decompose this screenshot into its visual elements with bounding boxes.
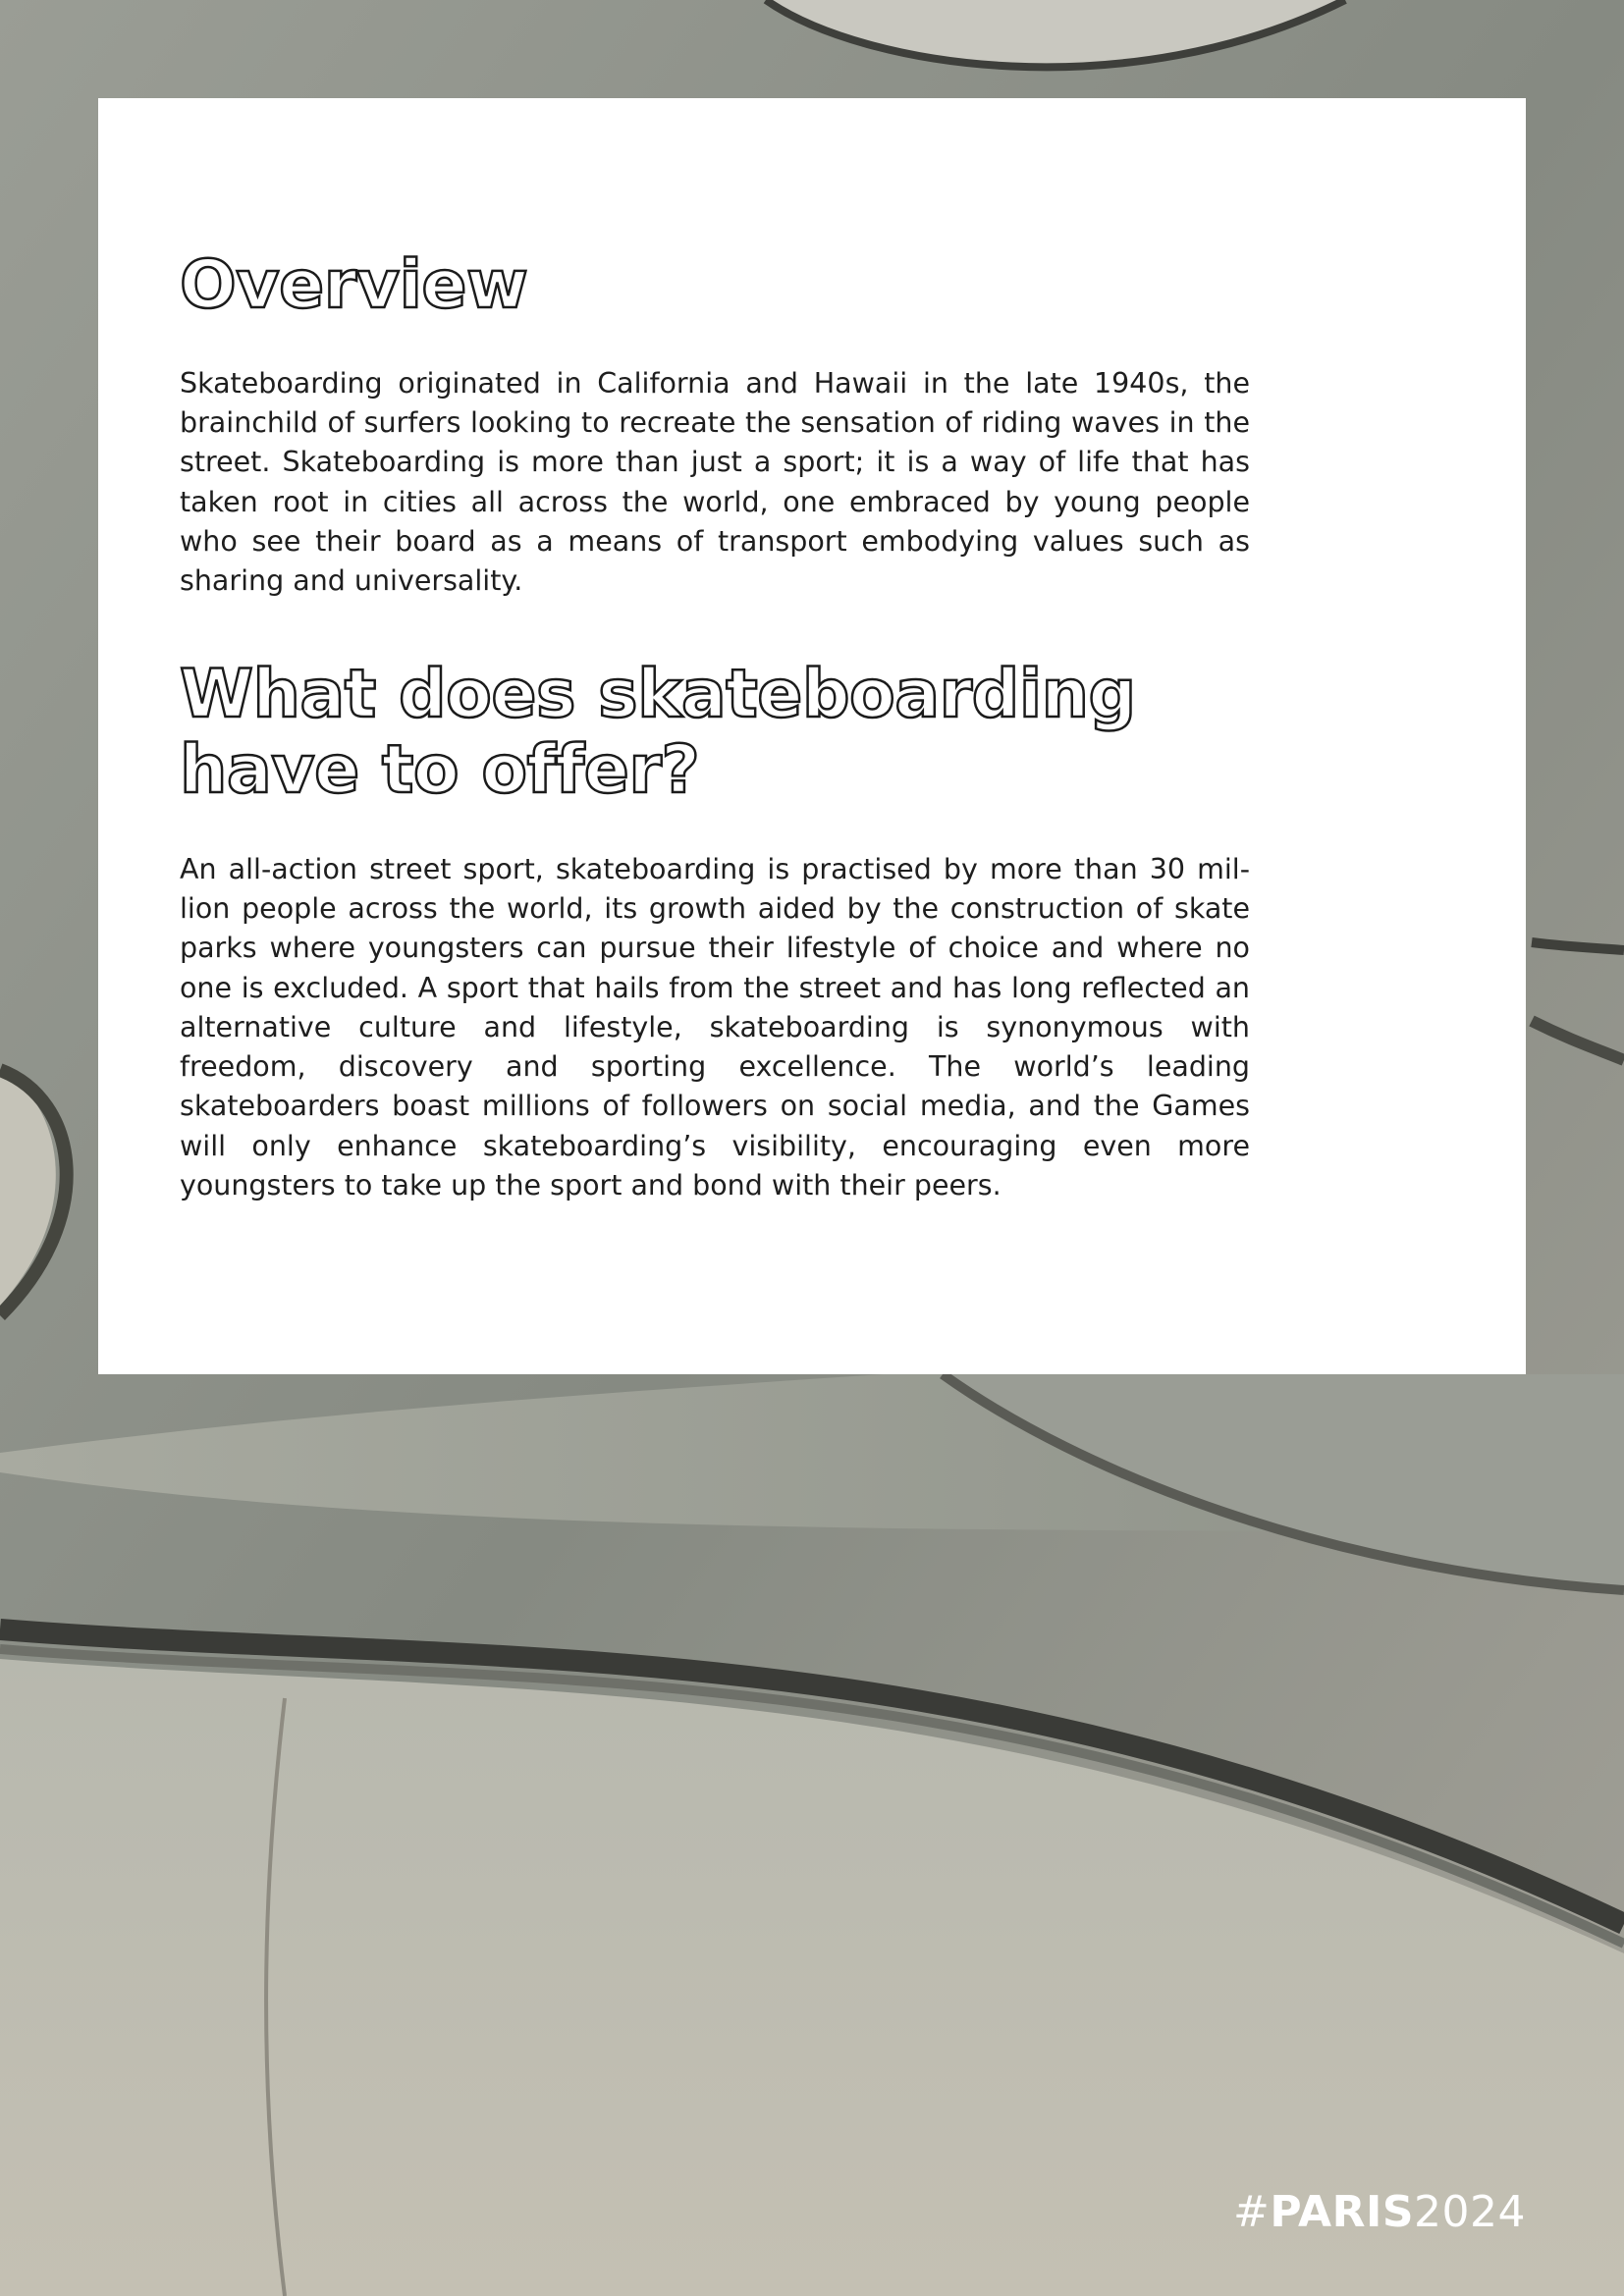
overview-heading: Overview [180,246,528,324]
offer-heading: What does skateboarding have to offer? [180,655,1136,810]
paris2024-hashtag [1233,2187,1526,2237]
article-content [180,245,1250,1205]
offer-paragraph: An all-action street sport, skateboarding is practised by more than 30 million people across the world, its growth aided by the construction of skate parks where youngsters can pursue their lifestyle of choice and where no one is excluded. A sport that hails from the street and has long reflected an alternative culture and lifestyle, skateboarding is synonymous with freedom, discovery and sporting excellence. The world’s leading skateboarders boast millions of followers on social media, and the Games will only enhance skateboarding’s visibility, encouraging even more youngsters to take up the sport and bond with their peers. [180,852,1250,1201]
hashtag-brand: PARIS [1270,2187,1415,2237]
overview-paragraph: Skateboarding originated in California and Hawaii in the late 1940s, the brainchild of surfers looking to recreate the sensation of riding waves in the street. Skateboarding is more than just a sport; it is a way of life that has taken root in cities all across the world, one embraced by young people who see their board as a means of transport embodying values such as sharing and universality. [180,366,1250,598]
hashtag-symbol: # [1232,2187,1271,2237]
hashtag-year: 2024 [1414,2187,1526,2237]
